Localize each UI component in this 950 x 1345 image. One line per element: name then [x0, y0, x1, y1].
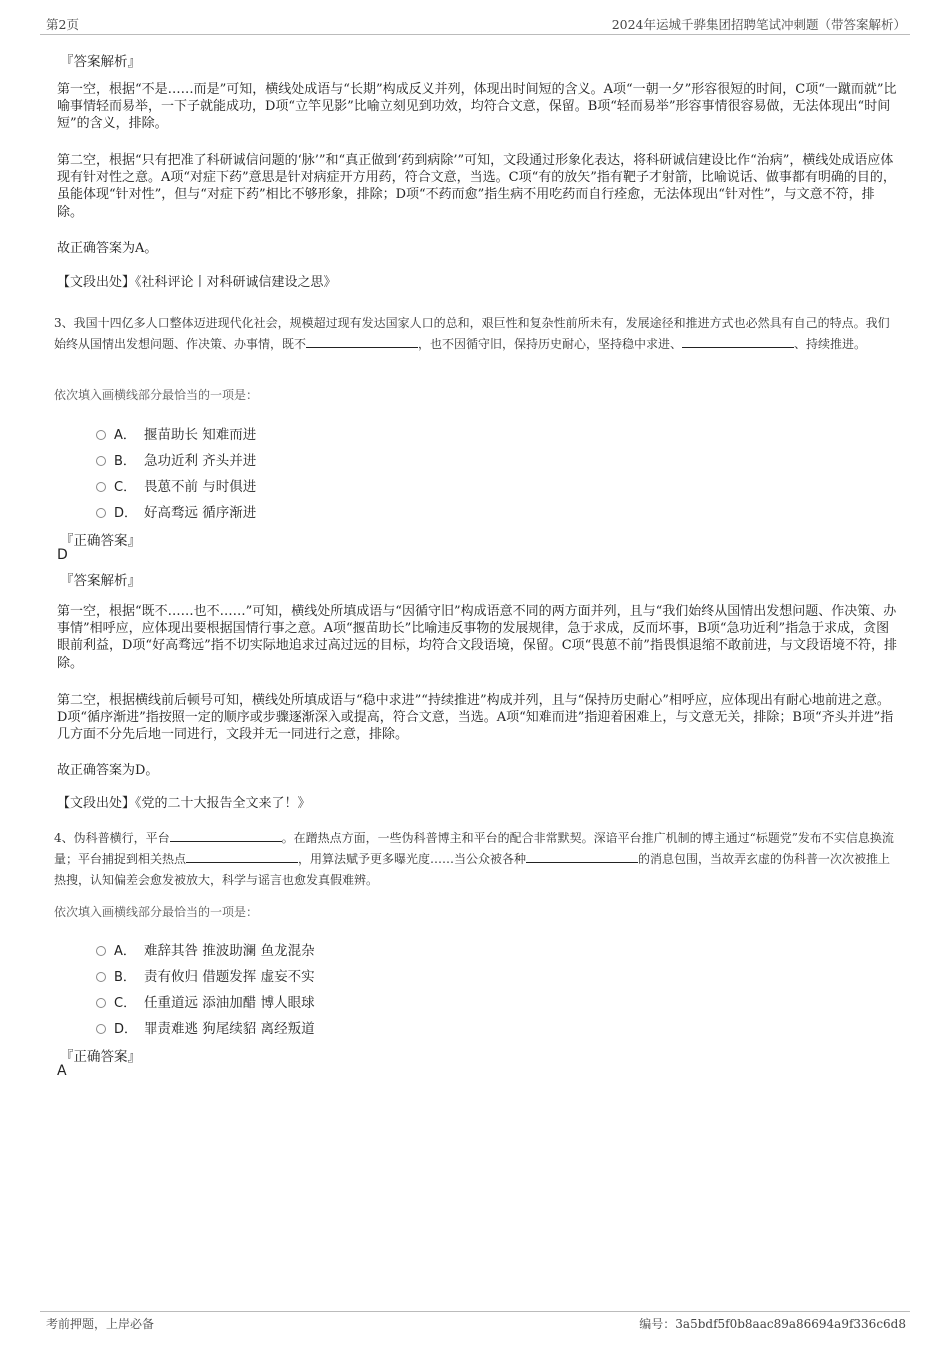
q3-option-c[interactable]: C． 畏葸不前 与时俱进	[96, 475, 256, 495]
q3-analysis-para1: 第一空，根据“既不……也不……”可知，横线处所填成语与“因循守旧”构成语意不同的两方面并列，且与“我们始终从国情出发想问题、作决策、办事情”相呼应，应体现出要根据国情行事之意。A项“揠苗助长”比喻违反事物的发展规律，急于求成，反而坏事，B项“急功近利”指急于求成，贪图眼前利益，D项“好高骛远”指不切实际地追求过高过远的目标，均符合文段语境，保留。C项“畏葸不前”指畏惧退缩不敢前进，与文段语境不符，排除。	[57, 604, 897, 671]
page-number: 第2页	[46, 17, 79, 32]
q3-prompt: 依次填入画横线部分最恰当的一项是：	[54, 388, 259, 402]
blank-line	[186, 850, 298, 863]
q4-stem: 4、伪科普横行，平台 。在蹭热点方面，一些伪科普博主和平台的配合非常默契。深谙平台推广机制的博主通过“标题党”发布不实信息换流量；平台捕捉到相关热点 ，用算法赋予更多曝光度……当公众被各种 的消息包围，当故弄玄虚的伪科普一次次被推上热搜，认知偏差会愈发被放大，科学与谣言也愈发真假难辨。	[54, 831, 894, 887]
page-footer	[40, 1311, 910, 1332]
radio-icon[interactable]	[96, 946, 106, 956]
q4-prompt: 依次填入画横线部分最恰当的一项是：	[54, 905, 259, 919]
q4-answer: A	[57, 1063, 67, 1079]
q4-option-a[interactable]: A． 难辞其咎 推波助澜 鱼龙混杂	[96, 939, 315, 959]
q2-source: 【文段出处】《社科评论丨对科研诚信建设之思》	[57, 275, 337, 290]
blank-line	[170, 829, 282, 842]
q3-analysis-para2: 第二空，根据横线前后顿号可知，横线处所填成语与“稳中求进”“持续推进”构成并列，且与“保持历史耐心”相呼应，应体现出有耐心地前进之意。D项“循序渐进”指按照一定的顺序或步骤逐渐深入或提高，符合文意，当选。A项“知难而进”指迎着困难上，与文意无关，排除；B项“齐头并进”指几方面不分先后地一同进行，文段并无一同进行之意，排除。	[57, 693, 894, 743]
q4-option-d[interactable]: D． 罪责难逃 狗尾续貂 离经叛道	[96, 1017, 315, 1037]
document-id: 编号：3a5bdf5f0b8aac89a86694a9f336c6d8	[639, 1317, 906, 1331]
q3-answer: D	[57, 547, 68, 563]
footer-slogan: 考前押题，上岸必备	[46, 1317, 155, 1331]
radio-icon[interactable]	[96, 430, 106, 440]
radio-icon[interactable]	[96, 482, 106, 492]
q2-conclusion: 故正确答案为A。	[57, 241, 158, 256]
radio-icon[interactable]	[96, 998, 106, 1008]
q3-option-d[interactable]: D． 好高骛远 循序渐进	[96, 501, 256, 521]
radio-icon[interactable]	[96, 972, 106, 982]
blank-line	[306, 335, 418, 348]
q3-analysis-label: 『答案解析』	[60, 573, 141, 589]
q3-stem: 3、我国十四亿多人口整体迈进现代化社会，规模超过现有发达国家人口的总和，艰巨性和复杂性前所未有，发展途径和推进方式也必然具有自己的特点。我们始终从国情出发想问题、作决策、办事情，既不 ，也不因循守旧，保持历史耐心，坚持稳中求进、 、持续推进。	[54, 316, 890, 351]
q3-conclusion: 故正确答案为D。	[57, 763, 159, 778]
q3-option-a[interactable]: A． 揠苗助长 知难而进	[96, 423, 256, 443]
q3-option-b[interactable]: B． 急功近利 齐头并进	[96, 449, 256, 469]
page-header	[40, 14, 910, 35]
document-title: 2024年运城千骅集团招聘笔试冲刺题（带答案解析）	[611, 17, 906, 32]
q4-answer-label: 『正确答案』	[60, 1049, 141, 1065]
blank-line	[682, 335, 794, 348]
q2-analysis-para1: 第一空，根据“不是……而是”可知，横线处成语与“长期”构成反义并列，体现出时间短的含义。A项“一朝一夕”形容很短的时间，C项“一蹴而就”比喻事情轻而易举，一下子就能成功，D项“立竿见影”比喻立刻见到功效，均符合文意，保留。B项“轻而易举”形容事情很容易做，无法体现出“时间短”的含义，排除。	[57, 82, 897, 132]
q3-source: 【文段出处】《党的二十大报告全文来了！》	[57, 796, 311, 811]
q4-option-c[interactable]: C． 任重道远 添油加醋 博人眼球	[96, 991, 315, 1011]
radio-icon[interactable]	[96, 456, 106, 466]
q3-answer-label: 『正确答案』	[60, 533, 141, 549]
radio-icon[interactable]	[96, 508, 106, 518]
radio-icon[interactable]	[96, 1024, 106, 1034]
q2-analysis-label: 『答案解析』	[60, 54, 141, 70]
blank-line	[526, 850, 638, 863]
q4-option-b[interactable]: B． 责有攸归 借题发挥 虚妄不实	[96, 965, 315, 985]
q2-analysis-para2: 第二空，根据“只有把准了科研诚信问题的‘脉’”和“真正做到‘药到病除’”可知，文段通过形象化表达，将科研诚信建设比作“治病”，横线处成语应体现有针对性之意。A项“对症下药”意思是针对病症开方用药，符合文意，当选。C项“有的放矢”指有靶子才射箭，比喻说话、做事都有明确的目的，虽能体现“针对性”，但与“对症下药”相比不够形象，排除；D项“不药而愈”指生病不用吃药而自行痊愈，无法体现出“针对性”，与文意不符，排除。	[57, 153, 896, 220]
